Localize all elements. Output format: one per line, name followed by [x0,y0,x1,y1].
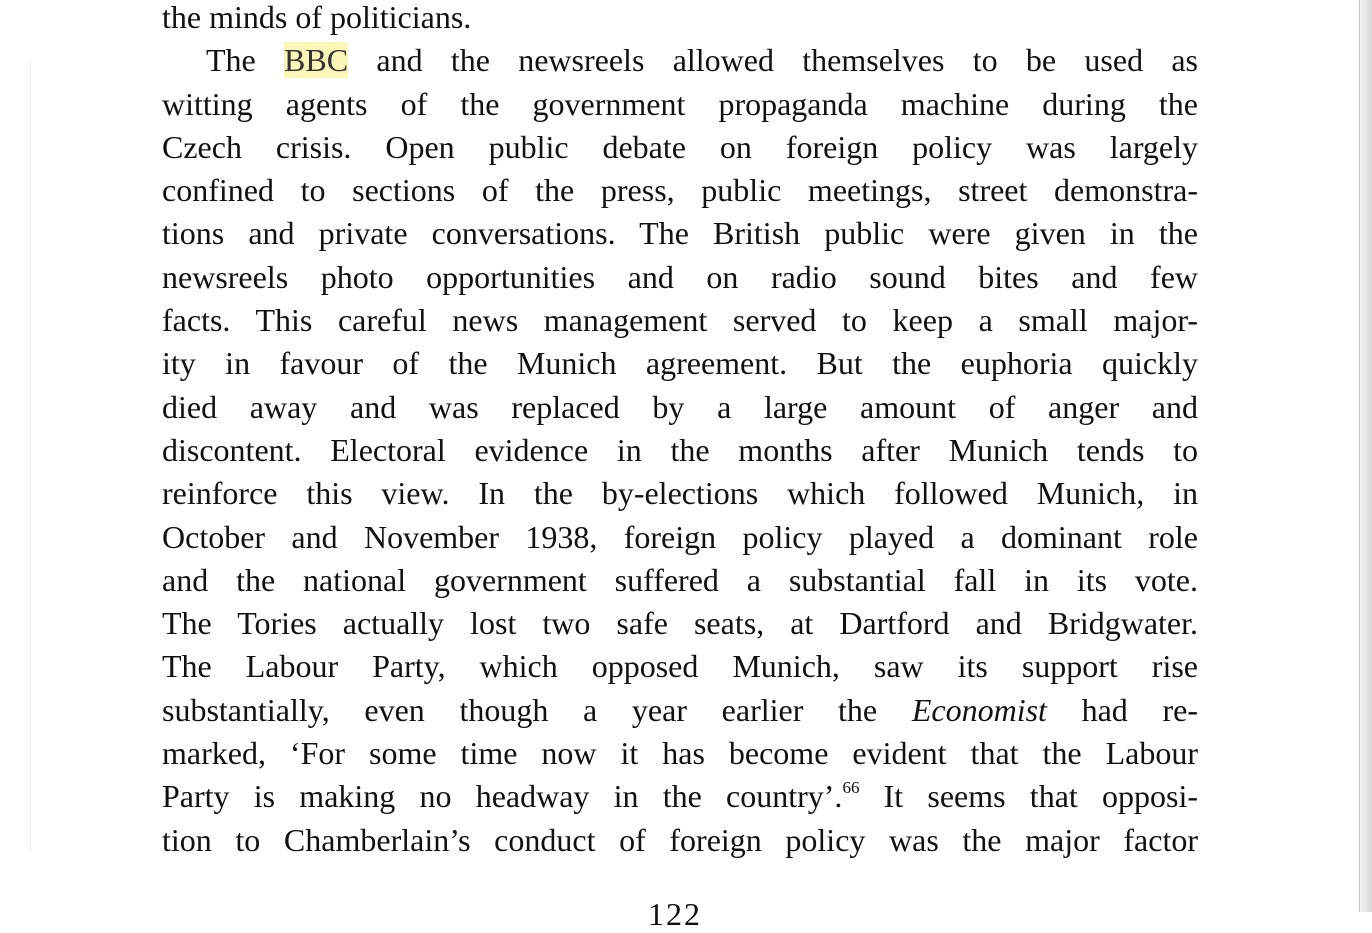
text-line: reinforce this view. In the by-elections which followed Munich, in [162,475,1198,512]
text-line: ity in favour of the Munich agreement. But the euphoria quickly [162,345,1198,382]
scan-edge-line [30,60,31,850]
text-segment: Party is making no headway in the country’. [162,778,843,815]
highlighted-term[interactable]: BBC [284,42,349,79]
footnote-marker[interactable]: 66 [842,778,860,798]
text-segment: and the newsreels allowed themselves to be used as [348,42,1199,79]
text-segment: The [206,42,285,79]
page-number: 122 [648,896,702,932]
text-segment: substantially, even though a year earlier the [162,691,912,728]
text-line: October and November 1938, foreign policy played a dominant role [162,518,1198,555]
text-line: The Tories actually lost two safe seats, at Dartford and Bridgwater. [162,605,1198,642]
text-segment: had re- [1046,691,1199,728]
text-line [162,775,1198,818]
text-line: marked, ‘For some time now it has become evident that the Labour [162,735,1198,772]
text-line: facts. This careful news management served to keep a small major- [162,302,1198,339]
text-line: tion to Chamberlain’s conduct of foreign policy was the major factor [162,821,1198,858]
viewer-scrollbar[interactable] [1359,0,1372,912]
text-line: confined to sections of the press, public meetings, street demonstra- [162,172,1198,209]
text-line: Czech crisis. Open public debate on foreign policy was largely [162,128,1198,165]
italic-title: Economist [911,691,1047,728]
text-segment: It seems that opposi- [859,778,1199,815]
text-line: and the national government suffered a substantial fall in its vote. [162,561,1198,598]
text-line [162,39,1198,82]
text-line: witting agents of the government propaganda machine during the [162,85,1198,122]
text-line: the minds of politicians. [162,0,472,35]
text-line: tions and private conversations. The British public were given in the [162,215,1198,252]
text-line: discontent. Electoral evidence in the months after Munich tends to [162,431,1198,468]
text-line [162,689,1198,732]
text-line: died away and was replaced by a large amount of anger and [162,388,1198,425]
text-line: The Labour Party, which opposed Munich, saw its support rise [162,648,1198,685]
body-text [162,0,1198,862]
text-line: newsreels photo opportunities and on radio sound bites and few [162,258,1198,295]
